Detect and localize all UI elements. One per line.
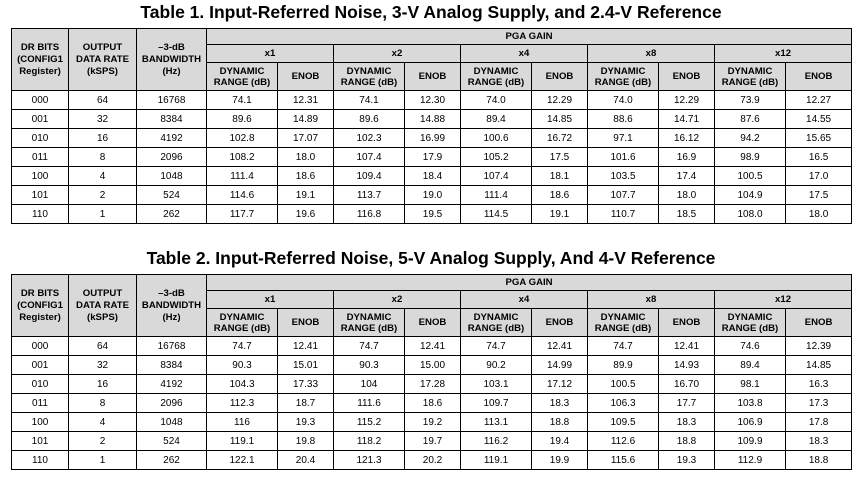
table-row <box>12 91 852 110</box>
table-cell: 20.4 <box>278 451 334 470</box>
header-dynamic-range: DYNAMIC RANGE (dB) <box>334 309 405 337</box>
header-enob: ENOB <box>405 63 461 91</box>
header-pga-gain: PGA GAIN <box>207 29 852 45</box>
table-cell: 90.3 <box>207 356 278 375</box>
table-cell: 4 <box>69 167 137 186</box>
table-cell: 102.8 <box>207 129 278 148</box>
table-cell: 17.8 <box>786 413 852 432</box>
table-cell: 73.9 <box>715 91 786 110</box>
table-cell: 89.6 <box>207 110 278 129</box>
header-dynamic-range: DYNAMIC RANGE (dB) <box>207 63 278 91</box>
table-cell: 18.3 <box>532 394 588 413</box>
table-cell: 74.7 <box>461 337 532 356</box>
table-row <box>12 413 852 432</box>
table-cell: 113.7 <box>334 186 405 205</box>
header-output-data-rate: OUTPUT DATA RATE (kSPS) <box>69 275 137 337</box>
header-enob: ENOB <box>659 63 715 91</box>
table-cell: 1048 <box>137 167 207 186</box>
table-2-title: Table 2. Input-Referred Noise, 5-V Analog Supply, And 4-V Reference <box>146 248 716 268</box>
table-cell: 15.65 <box>786 129 852 148</box>
table-row <box>12 205 852 224</box>
table-cell: 2 <box>69 432 137 451</box>
table-cell: 118.2 <box>334 432 405 451</box>
table-cell: 116 <box>207 413 278 432</box>
table-cell: 19.0 <box>405 186 461 205</box>
table-row <box>12 356 852 375</box>
table-cell: 17.4 <box>659 167 715 186</box>
table-cell: 74.7 <box>588 337 659 356</box>
header-dynamic-range: DYNAMIC RANGE (dB) <box>461 309 532 337</box>
table-cell: 74.7 <box>207 337 278 356</box>
table-cell: 14.71 <box>659 110 715 129</box>
table-cell: 111.4 <box>461 186 532 205</box>
header-gain-3: x8 <box>588 291 715 309</box>
table-cell: 18.0 <box>278 148 334 167</box>
table-cell: 103.1 <box>461 375 532 394</box>
table-cell: 12.41 <box>405 337 461 356</box>
header-gain-1: x2 <box>334 291 461 309</box>
header-gain-2: x4 <box>461 291 588 309</box>
table-cell: 16.9 <box>659 148 715 167</box>
table-cell: 12.41 <box>278 337 334 356</box>
table-cell: 16 <box>69 129 137 148</box>
table-cell: 100 <box>12 167 69 186</box>
header-dr-bits: DR BITS (CONFIG1 Register) <box>12 275 69 337</box>
table-cell: 011 <box>12 394 69 413</box>
table-cell: 17.7 <box>659 394 715 413</box>
table-cell: 18.0 <box>659 186 715 205</box>
table-row <box>12 375 852 394</box>
table-cell: 18.7 <box>278 394 334 413</box>
table-cell: 104.3 <box>207 375 278 394</box>
table-cell: 14.55 <box>786 110 852 129</box>
table-cell: 17.28 <box>405 375 461 394</box>
table-1-title: Table 1. Input-Referred Noise, 3-V Analog Supply, and 2.4-V Reference <box>140 2 722 22</box>
table-cell: 17.33 <box>278 375 334 394</box>
table-cell: 116.8 <box>334 205 405 224</box>
table-cell: 4192 <box>137 129 207 148</box>
table-cell: 17.3 <box>786 394 852 413</box>
table-cell: 109.7 <box>461 394 532 413</box>
header-enob: ENOB <box>532 63 588 91</box>
table-cell: 19.4 <box>532 432 588 451</box>
table-cell: 2096 <box>137 394 207 413</box>
table-cell: 16.72 <box>532 129 588 148</box>
header-enob: ENOB <box>786 63 852 91</box>
table-cell: 105.2 <box>461 148 532 167</box>
table-cell: 74.6 <box>715 337 786 356</box>
table-cell: 262 <box>137 451 207 470</box>
table-cell: 122.1 <box>207 451 278 470</box>
header-enob: ENOB <box>786 309 852 337</box>
table-cell: 119.1 <box>207 432 278 451</box>
table-cell: 4 <box>69 413 137 432</box>
table-cell: 90.2 <box>461 356 532 375</box>
table-cell: 97.1 <box>588 129 659 148</box>
table-row <box>12 394 852 413</box>
table-1 <box>11 28 852 224</box>
header-enob: ENOB <box>405 309 461 337</box>
header-dr-bits: DR BITS (CONFIG1 Register) <box>12 29 69 91</box>
table-cell: 4192 <box>137 375 207 394</box>
header-gain-4: x12 <box>715 45 852 63</box>
table-cell: 101 <box>12 186 69 205</box>
table-cell: 14.88 <box>405 110 461 129</box>
table-cell: 74.0 <box>461 91 532 110</box>
table-cell: 18.0 <box>786 205 852 224</box>
table-cell: 1 <box>69 451 137 470</box>
header-gain-4: x12 <box>715 291 852 309</box>
table-cell: 010 <box>12 375 69 394</box>
table-cell: 102.3 <box>334 129 405 148</box>
table-cell: 20.2 <box>405 451 461 470</box>
table-cell: 107.7 <box>588 186 659 205</box>
table-2 <box>11 274 852 470</box>
table-cell: 94.2 <box>715 129 786 148</box>
table-cell: 114.6 <box>207 186 278 205</box>
header-enob: ENOB <box>278 63 334 91</box>
table-cell: 98.1 <box>715 375 786 394</box>
table-cell: 16768 <box>137 337 207 356</box>
table-cell: 100.5 <box>588 375 659 394</box>
table-cell: 8384 <box>137 110 207 129</box>
header-dynamic-range: DYNAMIC RANGE (dB) <box>588 63 659 91</box>
header-enob: ENOB <box>278 309 334 337</box>
table-cell: 32 <box>69 110 137 129</box>
table-row <box>12 451 852 470</box>
table-cell: 109.9 <box>715 432 786 451</box>
table-cell: 12.30 <box>405 91 461 110</box>
table-cell: 74.1 <box>334 91 405 110</box>
table-cell: 112.3 <box>207 394 278 413</box>
table-cell: 12.41 <box>532 337 588 356</box>
table-cell: 108.0 <box>715 205 786 224</box>
table-cell: 101.6 <box>588 148 659 167</box>
table-cell: 103.5 <box>588 167 659 186</box>
table-cell: 12.41 <box>659 337 715 356</box>
table-cell: 74.0 <box>588 91 659 110</box>
header-dynamic-range: DYNAMIC RANGE (dB) <box>715 63 786 91</box>
table-cell: 8 <box>69 148 137 167</box>
table-cell: 001 <box>12 356 69 375</box>
table-cell: 16.5 <box>786 148 852 167</box>
header-enob: ENOB <box>532 309 588 337</box>
table-row <box>12 148 852 167</box>
table-cell: 106.9 <box>715 413 786 432</box>
table-cell: 12.27 <box>786 91 852 110</box>
table-cell: 18.8 <box>532 413 588 432</box>
table-cell: 89.9 <box>588 356 659 375</box>
header-dynamic-range: DYNAMIC RANGE (dB) <box>461 63 532 91</box>
table-cell: 14.93 <box>659 356 715 375</box>
table-cell: 119.1 <box>461 451 532 470</box>
table-cell: 115.2 <box>334 413 405 432</box>
table-cell: 17.0 <box>786 167 852 186</box>
table-cell: 18.6 <box>405 394 461 413</box>
table-cell: 17.07 <box>278 129 334 148</box>
header-dynamic-range: DYNAMIC RANGE (dB) <box>588 309 659 337</box>
table-row <box>12 110 852 129</box>
table-cell: 19.7 <box>405 432 461 451</box>
table-row <box>12 432 852 451</box>
table-cell: 112.6 <box>588 432 659 451</box>
table-cell: 18.6 <box>278 167 334 186</box>
table-cell: 18.3 <box>786 432 852 451</box>
table-cell: 17.12 <box>532 375 588 394</box>
table-cell: 110.7 <box>588 205 659 224</box>
table-cell: 106.3 <box>588 394 659 413</box>
table-cell: 12.39 <box>786 337 852 356</box>
table-cell: 109.5 <box>588 413 659 432</box>
header-gain-0: x1 <box>207 291 334 309</box>
table-cell: 262 <box>137 205 207 224</box>
table-cell: 89.4 <box>715 356 786 375</box>
table-cell: 524 <box>137 186 207 205</box>
table-cell: 1048 <box>137 413 207 432</box>
table-cell: 18.4 <box>405 167 461 186</box>
table-cell: 111.4 <box>207 167 278 186</box>
table-cell: 109.4 <box>334 167 405 186</box>
table-cell: 111.6 <box>334 394 405 413</box>
table-cell: 114.5 <box>461 205 532 224</box>
table-cell: 15.00 <box>405 356 461 375</box>
table-cell: 104.9 <box>715 186 786 205</box>
table-cell: 524 <box>137 432 207 451</box>
table-cell: 12.29 <box>532 91 588 110</box>
table-row <box>12 167 852 186</box>
table-cell: 000 <box>12 91 69 110</box>
table-row <box>12 129 852 148</box>
table-cell: 100 <box>12 413 69 432</box>
table-cell: 19.9 <box>532 451 588 470</box>
table-cell: 17.5 <box>786 186 852 205</box>
table-cell: 17.9 <box>405 148 461 167</box>
table-cell: 16 <box>69 375 137 394</box>
table-cell: 17.5 <box>532 148 588 167</box>
header-gain-1: x2 <box>334 45 461 63</box>
header-gain-3: x8 <box>588 45 715 63</box>
table-cell: 121.3 <box>334 451 405 470</box>
header-output-data-rate: OUTPUT DATA RATE (kSPS) <box>69 29 137 91</box>
table-cell: 74.7 <box>334 337 405 356</box>
table-cell: 2 <box>69 186 137 205</box>
table-cell: 101 <box>12 432 69 451</box>
table-cell: 1 <box>69 205 137 224</box>
table-cell: 110 <box>12 205 69 224</box>
table-cell: 88.6 <box>588 110 659 129</box>
table-cell: 010 <box>12 129 69 148</box>
table-cell: 107.4 <box>334 148 405 167</box>
table-cell: 18.3 <box>659 413 715 432</box>
table-cell: 19.5 <box>405 205 461 224</box>
table-cell: 103.8 <box>715 394 786 413</box>
table-cell: 89.6 <box>334 110 405 129</box>
table-cell: 115.6 <box>588 451 659 470</box>
table-cell: 104 <box>334 375 405 394</box>
table-cell: 16.12 <box>659 129 715 148</box>
table-cell: 110 <box>12 451 69 470</box>
table-cell: 16.70 <box>659 375 715 394</box>
table-cell: 011 <box>12 148 69 167</box>
table-cell: 32 <box>69 356 137 375</box>
header-bandwidth: –3-dB BANDWIDTH (Hz) <box>137 29 207 91</box>
table-cell: 19.6 <box>278 205 334 224</box>
header-gain-2: x4 <box>461 45 588 63</box>
table-cell: 8 <box>69 394 137 413</box>
table-cell: 100.5 <box>715 167 786 186</box>
table-cell: 19.1 <box>278 186 334 205</box>
table-cell: 16.99 <box>405 129 461 148</box>
header-enob: ENOB <box>659 309 715 337</box>
table-cell: 18.5 <box>659 205 715 224</box>
header-dynamic-range: DYNAMIC RANGE (dB) <box>715 309 786 337</box>
table-cell: 18.8 <box>786 451 852 470</box>
table-cell: 14.85 <box>532 110 588 129</box>
table-cell: 74.1 <box>207 91 278 110</box>
table-cell: 16768 <box>137 91 207 110</box>
table-cell: 64 <box>69 91 137 110</box>
table-cell: 15.01 <box>278 356 334 375</box>
table-cell: 98.9 <box>715 148 786 167</box>
table-cell: 113.1 <box>461 413 532 432</box>
table-cell: 116.2 <box>461 432 532 451</box>
table-cell: 107.4 <box>461 167 532 186</box>
header-gain-0: x1 <box>207 45 334 63</box>
table-cell: 001 <box>12 110 69 129</box>
table-cell: 14.85 <box>786 356 852 375</box>
header-dynamic-range: DYNAMIC RANGE (dB) <box>207 309 278 337</box>
table-cell: 19.1 <box>532 205 588 224</box>
table-cell: 19.3 <box>659 451 715 470</box>
table-row <box>12 186 852 205</box>
header-dynamic-range: DYNAMIC RANGE (dB) <box>334 63 405 91</box>
table-cell: 14.89 <box>278 110 334 129</box>
table-cell: 87.6 <box>715 110 786 129</box>
table-cell: 19.2 <box>405 413 461 432</box>
table-row <box>12 337 852 356</box>
table-cell: 100.6 <box>461 129 532 148</box>
table-cell: 16.3 <box>786 375 852 394</box>
table-cell: 12.29 <box>659 91 715 110</box>
table-cell: 112.9 <box>715 451 786 470</box>
table-cell: 18.8 <box>659 432 715 451</box>
table-cell: 8384 <box>137 356 207 375</box>
header-pga-gain: PGA GAIN <box>207 275 852 291</box>
table-cell: 000 <box>12 337 69 356</box>
table-cell: 12.31 <box>278 91 334 110</box>
table-cell: 90.3 <box>334 356 405 375</box>
header-bandwidth: –3-dB BANDWIDTH (Hz) <box>137 275 207 337</box>
table-cell: 64 <box>69 337 137 356</box>
table-cell: 117.7 <box>207 205 278 224</box>
table-cell: 2096 <box>137 148 207 167</box>
table-cell: 19.3 <box>278 413 334 432</box>
table-cell: 18.1 <box>532 167 588 186</box>
table-cell: 18.6 <box>532 186 588 205</box>
table-cell: 89.4 <box>461 110 532 129</box>
table-cell: 14.99 <box>532 356 588 375</box>
table-cell: 108.2 <box>207 148 278 167</box>
table-cell: 19.8 <box>278 432 334 451</box>
